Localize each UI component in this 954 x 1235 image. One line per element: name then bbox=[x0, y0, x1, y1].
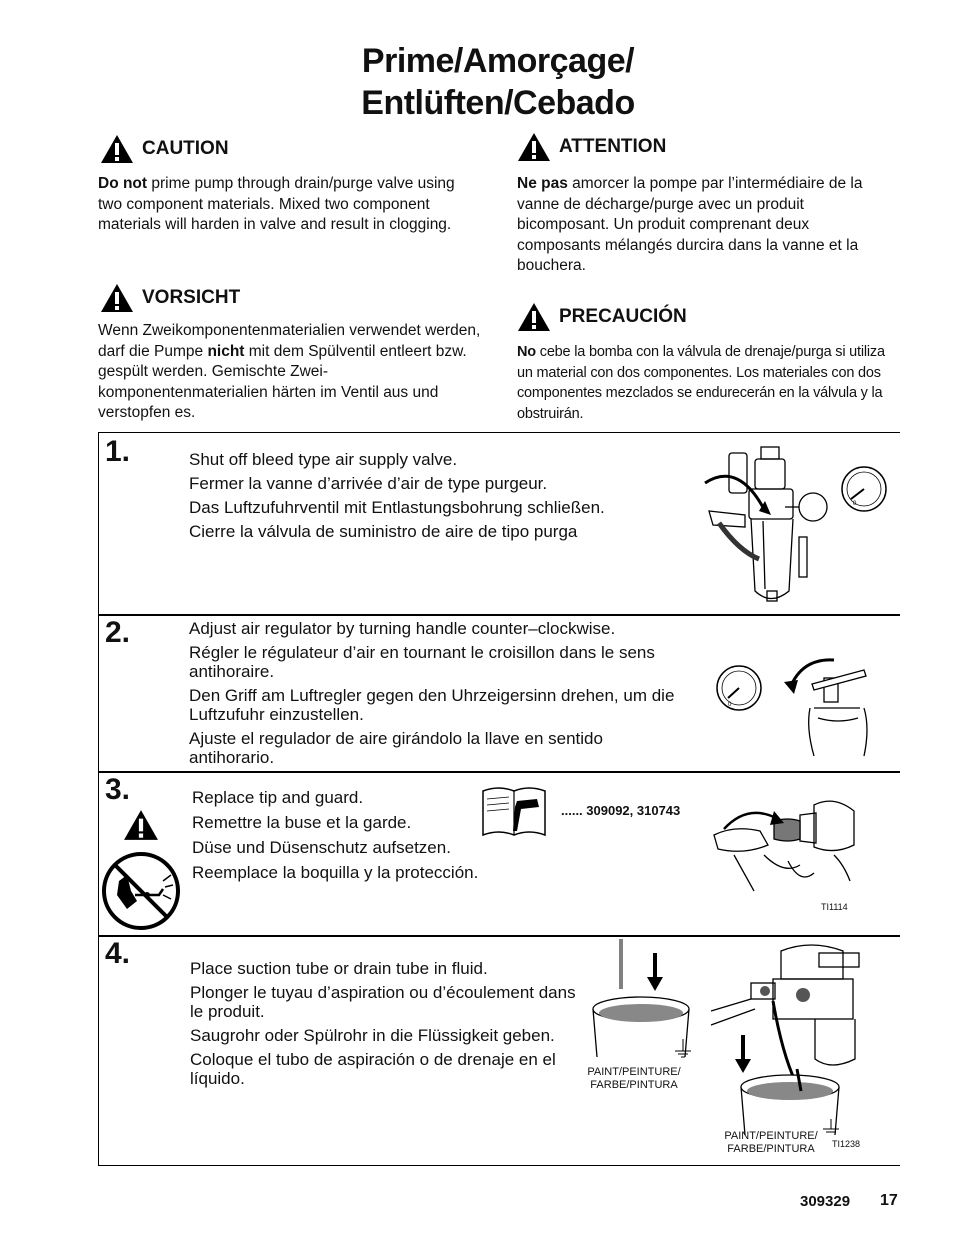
vorsicht-bold: nicht bbox=[207, 342, 245, 360]
down-arrow-icon bbox=[647, 953, 663, 991]
svg-text:0: 0 bbox=[853, 501, 857, 507]
step-3-text bbox=[192, 788, 522, 888]
step-4-line-fr: Plonger le tuyau d’aspiration ou d’écoulement dans le produit. bbox=[190, 983, 576, 1021]
pump-drain-illustration bbox=[711, 939, 899, 1137]
attention-text bbox=[517, 174, 892, 277]
vorsicht-heading-text: VORSICHT bbox=[142, 287, 241, 308]
caution-body: prime pump through drain/purge valve using two component materials. Mixed two component materials will harden in valve and result in clogging. bbox=[98, 175, 455, 233]
page-title-line1: Prime/Amorçage/ bbox=[361, 42, 635, 80]
step-2-text bbox=[189, 619, 679, 772]
step-2-line-en: Adjust air regulator by turning handle counter–clockwise. bbox=[189, 619, 616, 638]
figure-id-3: TI1114 bbox=[821, 902, 848, 912]
step-1-line-es: Cierre la válvula de suministro de aire de tipo purga bbox=[189, 522, 578, 541]
step-divider bbox=[99, 935, 900, 937]
spray-tip-guard-illustration bbox=[704, 785, 864, 905]
precaucion-bold: No bbox=[517, 344, 536, 360]
step-4-line-es: Coloque el tubo de aspiración o de drenaje en el líquido. bbox=[190, 1050, 556, 1088]
paint-label-left-line2: FARBE/PINTURA bbox=[590, 1079, 678, 1091]
warning-triangle-icon bbox=[123, 809, 159, 841]
warning-triangle-icon bbox=[517, 302, 551, 332]
vorsicht-heading bbox=[100, 283, 240, 313]
step-number-2: 2. bbox=[105, 616, 131, 649]
paint-label-left-line1: PAINT/PEINTURE/ bbox=[587, 1066, 681, 1078]
paint-label-right-line2: FARBE/PINTURA bbox=[727, 1143, 815, 1155]
vorsicht-text bbox=[98, 321, 483, 424]
step-3-line-es: Reemplace la boquilla y la protección. bbox=[192, 863, 479, 882]
document-number: 309329 bbox=[800, 1193, 851, 1210]
vorsicht-post: mit dem Spülventil entleert bzw. gespült werden. Gemischte Zwei-komponentenmaterialien härten im Ventil aus und verstopfen es. bbox=[98, 342, 467, 421]
ground-symbol-icon bbox=[675, 1039, 691, 1057]
pressure-gauge-icon bbox=[842, 467, 886, 511]
precaucion-text bbox=[517, 342, 892, 424]
down-arrow-icon bbox=[735, 1035, 751, 1073]
paint-label-right bbox=[714, 1130, 828, 1156]
step-1-line-fr: Fermer la vanne d’arrivée d’air de type purgeur. bbox=[189, 474, 548, 493]
step-1-line-de: Das Luftzufuhrventil mit Entlastungsbohrung schließen. bbox=[189, 498, 605, 517]
paint-label-left bbox=[577, 1066, 691, 1092]
precaucion-heading-text: PRECAUCIÓN bbox=[559, 306, 687, 327]
step-2-line-es: Ajuste el regulador de aire girándolo la llave en sentido antihorario. bbox=[189, 729, 603, 767]
attention-bold: Ne pas bbox=[517, 175, 568, 192]
caution-heading-text: CAUTION bbox=[142, 138, 229, 159]
step-divider bbox=[99, 614, 900, 616]
attention-body: amorcer la pompe par l’intermédiaire de la vanne de décharge/purge avec un produit bicomposant. Un produit comprenant deux composants mélangés durcira dans la vanne et la bouchera. bbox=[517, 175, 863, 274]
step-4-line-de: Saugrohr oder Spülrohr in die Flüssigkeit geben. bbox=[190, 1026, 555, 1045]
no-hand-spray-icon bbox=[101, 851, 181, 931]
paint-label-right-line1: PAINT/PEINTURE/ bbox=[724, 1130, 818, 1142]
attention-heading bbox=[517, 132, 666, 162]
figure-id-4: TI1238 bbox=[832, 1139, 861, 1149]
warning-triangle-icon bbox=[100, 283, 134, 313]
manual-book-icon bbox=[481, 785, 547, 839]
caution-bold: Do not bbox=[98, 175, 148, 192]
step-4-text bbox=[190, 959, 580, 1093]
step-2-line-fr: Régler le régulateur d’air en tournant le croisillon dans le sens antihoraire. bbox=[189, 643, 655, 681]
pressure-gauge-icon bbox=[717, 666, 761, 710]
rotate-arrow-icon bbox=[724, 813, 778, 829]
steps-table bbox=[98, 432, 900, 1166]
step-4-line-en: Place suction tube or drain tube in fluid. bbox=[190, 959, 488, 978]
attention-heading-text: ATTENTION bbox=[559, 136, 667, 157]
caution-heading bbox=[100, 134, 229, 164]
precaucion-body: cebe la bomba con la válvula de drenaje/purga si utiliza un material con dos componentes. Los materiales con dos componentes mezclados se endurecerán en la válvula y la obstruirán. bbox=[517, 344, 885, 422]
regulator-handle-illustration bbox=[714, 648, 894, 758]
vorsicht-pre: Wenn Zweikomponentenmaterialien verwendet werden, darf die Pumpe bbox=[98, 322, 481, 360]
page-title-line2: Entlüften/Cebado bbox=[361, 84, 635, 122]
air-filter-regulator-illustration bbox=[699, 441, 899, 613]
step-1-text bbox=[189, 450, 669, 546]
step-3-line-de: Düse und Düsenschutz aufsetzen. bbox=[192, 838, 451, 857]
step-3-line-fr: Remettre la buse et la garde. bbox=[192, 813, 412, 832]
step-number-4: 4. bbox=[105, 937, 131, 970]
step-number-3: 3. bbox=[105, 773, 131, 806]
paint-pail-left-illustration bbox=[583, 939, 703, 1069]
manual-reference: ...... 309092, 310743 bbox=[561, 803, 681, 818]
precaucion-heading bbox=[517, 302, 687, 332]
step-1-line-en: Shut off bleed type air supply valve. bbox=[189, 450, 458, 469]
page-number: 17 bbox=[880, 1192, 898, 1209]
caution-text bbox=[98, 174, 478, 236]
step-3-line-en: Replace tip and guard. bbox=[192, 788, 364, 807]
svg-text:0: 0 bbox=[728, 702, 732, 708]
step-2-line-de: Den Griff am Luftregler gegen den Uhrzeigersinn drehen, um die Luftzufuhr einzustellen. bbox=[189, 686, 675, 724]
warning-triangle-icon bbox=[517, 132, 551, 162]
step-number-1: 1. bbox=[105, 435, 131, 468]
warning-triangle-icon bbox=[100, 134, 134, 164]
